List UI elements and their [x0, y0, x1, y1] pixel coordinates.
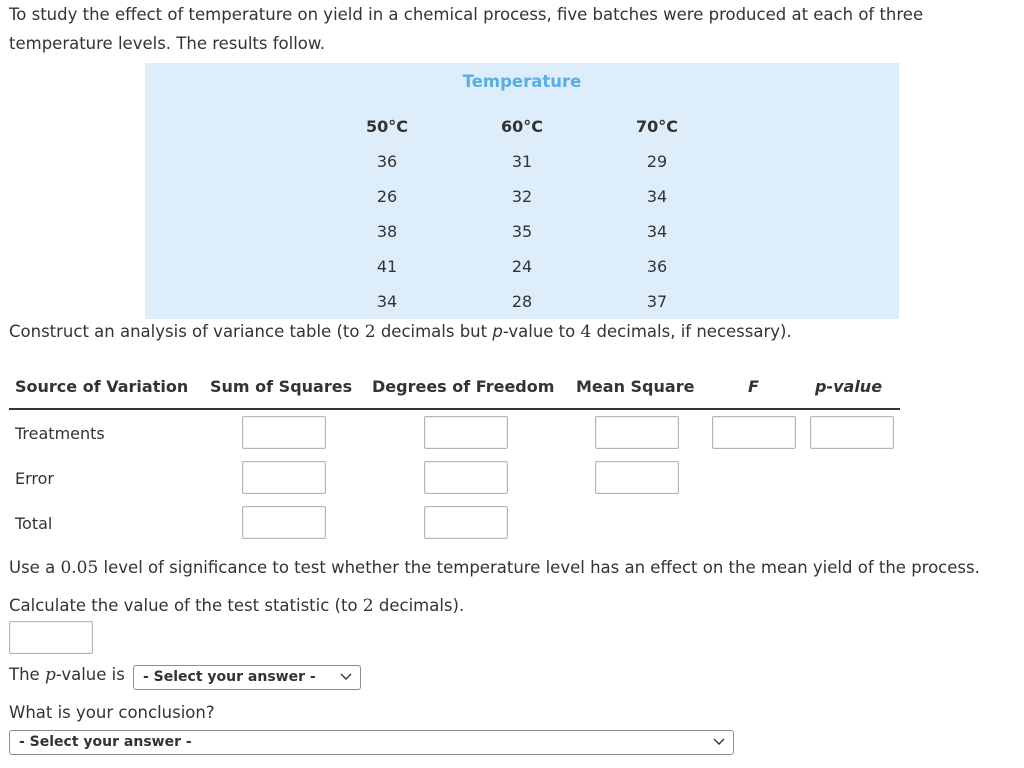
row-label-total: Total — [15, 514, 53, 533]
significance-statement — [9, 558, 980, 578]
data-cell: 24 — [511, 257, 533, 276]
error-ss-input[interactable] — [242, 461, 326, 494]
instruction-text: decimals, if necessary). — [591, 322, 792, 341]
treatments-ss-input[interactable] — [242, 416, 326, 449]
treatments-p-value-input[interactable] — [810, 416, 894, 449]
total-df-input[interactable] — [424, 506, 508, 539]
test-stat-text: Calculate the value of the test statistic (to — [9, 596, 363, 615]
p-value-select[interactable] — [133, 665, 361, 690]
p-value-text: The — [9, 665, 45, 684]
p-value-prompt — [9, 665, 125, 685]
data-cell: 32 — [511, 187, 533, 206]
p-value-select-label: - Select your answer - — [143, 669, 316, 685]
p-value-p: p — [44, 665, 56, 685]
row-label-error: Error — [15, 469, 54, 488]
header-70c: 70°C — [635, 117, 678, 136]
treatments-df-input[interactable] — [424, 416, 508, 449]
test-statistic-input[interactable] — [9, 621, 93, 654]
treatments-ms-input[interactable] — [595, 416, 679, 449]
data-cell: 36 — [646, 257, 668, 276]
error-df-input[interactable] — [424, 461, 508, 494]
header-rule — [9, 408, 900, 410]
conclusion-select-label: - Select your answer - — [19, 734, 192, 750]
instruction-p: p — [492, 322, 503, 341]
instruction-p-decimals: 4 — [580, 322, 592, 342]
data-cell: 35 — [511, 222, 533, 241]
data-cell: 37 — [646, 292, 668, 311]
header-sum-of-squares: Sum of Squares — [210, 377, 353, 396]
conclusion-question: What is your conclusion? — [9, 703, 215, 722]
conclusion-select[interactable] — [9, 730, 734, 755]
instruction-text: Construct an analysis of variance table (to — [9, 322, 365, 341]
chevron-down-icon — [340, 669, 352, 683]
chevron-down-icon — [713, 734, 725, 748]
row-label-treatments: Treatments — [15, 424, 105, 443]
data-cell: 41 — [376, 257, 398, 276]
problem-intro — [9, 0, 1009, 58]
data-cell: 34 — [646, 187, 668, 206]
data-cell: 26 — [376, 187, 398, 206]
intro-line-1: To study the effect of temperature on yield in a chemical process, five batches were produced at each of three — [9, 5, 924, 24]
temperature-data-table — [145, 63, 899, 319]
header-mean-square: Mean Square — [576, 377, 695, 396]
instruction-text: decimals but — [375, 322, 493, 341]
test-stat-decimals: 2 — [362, 596, 374, 616]
instruction-text: -value to — [502, 322, 581, 341]
p-value-text: -value is — [55, 665, 125, 684]
test-stat-text: decimals). — [373, 596, 465, 615]
data-cell: 31 — [511, 152, 533, 171]
header-degrees-of-freedom: Degrees of Freedom — [372, 377, 555, 396]
data-cell: 29 — [646, 152, 668, 171]
data-cell: 28 — [511, 292, 533, 311]
treatments-f-input[interactable] — [712, 416, 796, 449]
intro-line-2: temperature levels. The results follow. — [9, 34, 326, 53]
header-p-value: p-value — [815, 377, 883, 396]
significance-text: Use a — [9, 558, 61, 577]
significance-text: level of significance to test whether the temperature level has an effect on the mean yield of the process. — [98, 558, 980, 577]
header-f: F — [748, 377, 759, 396]
data-cell: 36 — [376, 152, 398, 171]
data-cell: 34 — [646, 222, 668, 241]
header-50c: 50°C — [365, 117, 408, 136]
temperature-title: Temperature — [462, 72, 582, 91]
anova-instruction — [9, 322, 792, 342]
significance-alpha: 0.05 — [60, 558, 99, 578]
header-60c: 60°C — [500, 117, 543, 136]
error-ms-input[interactable] — [595, 461, 679, 494]
data-cell: 34 — [376, 292, 398, 311]
header-source: Source of Variation — [15, 377, 189, 396]
instruction-decimals: 2 — [364, 322, 376, 342]
data-cell: 38 — [376, 222, 398, 241]
test-statistic-prompt — [9, 596, 464, 616]
total-ss-input[interactable] — [242, 506, 326, 539]
